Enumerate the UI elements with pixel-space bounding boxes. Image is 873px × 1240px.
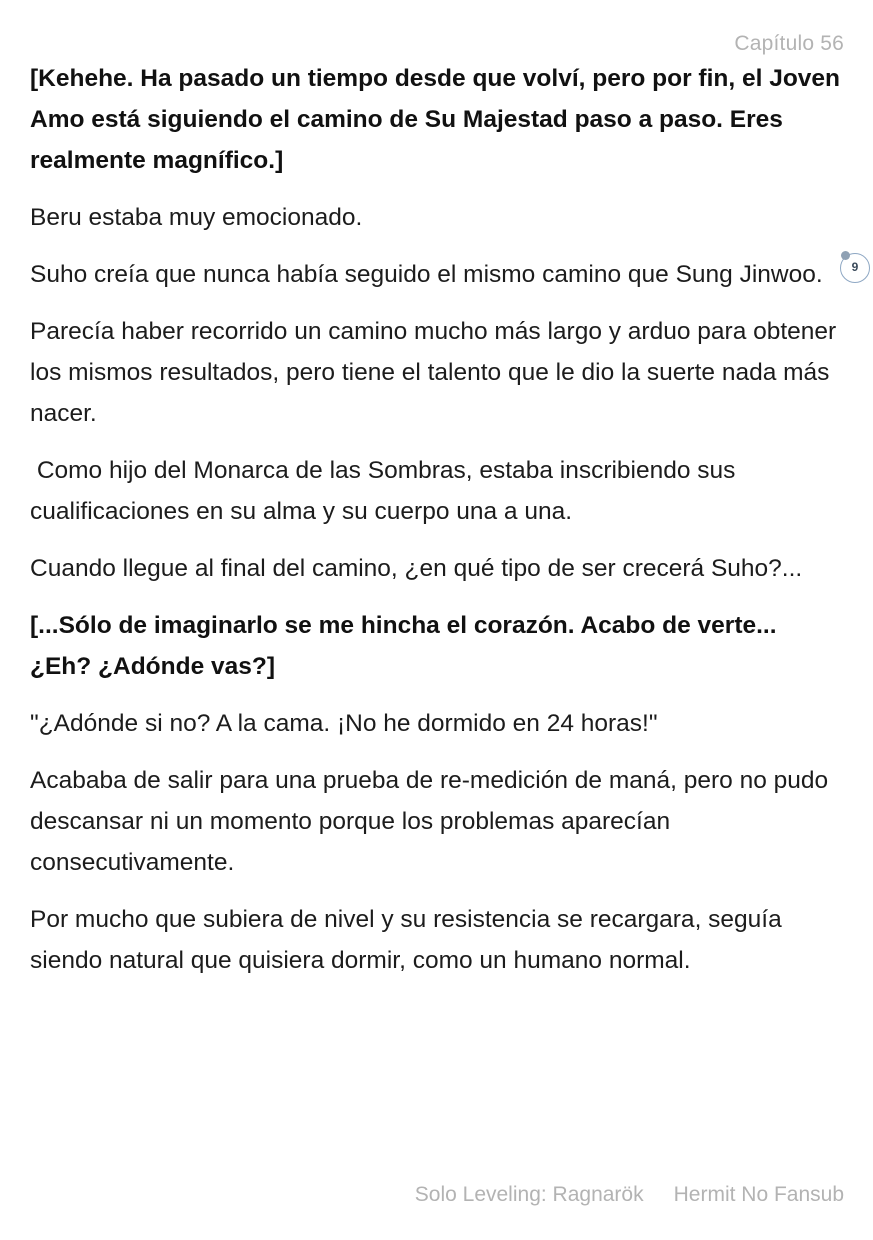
- chapter-text: [30, 58, 842, 997]
- paragraph-dialogue: [...Sólo de imaginarlo se me hincha el corazón. Acabo de verte... ¿Eh? ¿Adónde vas?]: [30, 612, 777, 680]
- paragraph: Acababa de salir para una prueba de re-medición de maná, pero no pudo descansar ni un momento porque los problemas aparecían consecutivamente.: [30, 767, 829, 876]
- chapter-label: Capítulo 56: [734, 32, 844, 55]
- paragraph: Parecía haber recorrido un camino mucho más largo y arduo para obtener los mismos resultados, pero tiene el talento que le dio la suerte nada más nacer.: [30, 318, 844, 427]
- paragraph: Por mucho que subiera de nivel y su resistencia se recargara, seguía siendo natural que quisiera dormir, como un humano normal.: [30, 906, 782, 974]
- paragraph: Beru estaba muy emocionado.: [30, 204, 363, 231]
- paragraph: Como hijo del Monarca de las Sombras, estaba inscribiendo sus cualificaciones en su alma y su cuerpo una a una.: [30, 457, 743, 525]
- footer: [415, 1183, 844, 1207]
- translator-credit: Hermit No Fansub: [673, 1183, 844, 1206]
- paragraph: "¿Adónde si no? A la cama. ¡No he dormido en 24 horas!": [30, 710, 658, 737]
- marker-dot-icon: [841, 251, 850, 260]
- paragraph: Suho creía que nunca había seguido el mismo camino que Sung Jinwoo.: [30, 261, 823, 288]
- paragraph: Cuando llegue al final del camino, ¿en qué tipo de ser crecerá Suho?...: [30, 555, 803, 582]
- paragraph-dialogue: [Kehehe. Ha pasado un tiempo desde que volví, pero por fin, el Joven Amo está siguiendo el camino de Su Majestad paso a paso. Eres realmente magnífico.]: [30, 65, 841, 174]
- page-number: 9: [851, 260, 859, 274]
- page-number-marker[interactable]: [838, 251, 873, 287]
- novel-title: Solo Leveling: Ragnarök: [414, 1183, 644, 1206]
